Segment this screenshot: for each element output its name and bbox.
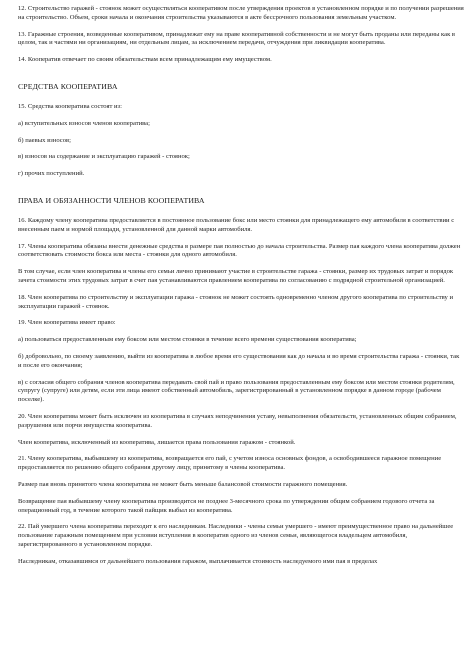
section-heading-funds: СРЕДСТВА КООПЕРАТИВА [18, 81, 118, 91]
clause-15-c: в) взносов на содержание и эксплуатацию гаражей - стоянок; [18, 153, 190, 161]
section-heading-rights: ПРАВА И ОБЯЗАННОСТИ ЧЛЕНОВ КООПЕРАТИВА [18, 195, 205, 205]
clause-15-a: а) вступительных взносов членов кооператива; [18, 119, 150, 127]
clause-19-c: в) с согласия общего собрания членов кооператива передавать свой пай и право пользования предоставленным ему боксом или местом стоянки родителям, супругу (супруге) или детям, если эти лица имеют собственный автомобиль, зарегистрированный в установленном порядке в данном городе (рабочем поселке). [18, 378, 455, 404]
clause-18: 18. Член кооператива по строительству и эксплуатации гаража - стоянок не может состоять одновременно членом другого кооператива по строительству и эксплуатации гаражей - стоянок. [18, 293, 453, 310]
clause-17: 17. Члены кооператива обязаны внести денежные средства в размере пая полностью до начала строительства. Размер пая каждого члена кооператива должен соответствовать стоимости бокса или места - стоянки для одного автомобиля. [18, 242, 461, 259]
clause-20-exclusion: Член кооператива, исключенный из кооператива, лишается права пользования гаражом - стоянкой. [18, 438, 296, 446]
clause-21-refund: Возвращение пая выбывшему члену кооператива производится не позднее 3-месячного срока по утверждении общим собранием годового отчета за операционный год, в течение которого такой пайщик выбыл из кооператива. [18, 497, 435, 514]
clause-12: 12. Строительство гаражей - стоянок может осуществляться кооперативом после утверждения проектов в установленном порядке и по получении разрешения на строительство. Объем, сроки начала и окончания строительства указываются в акте бессрочного пользования земельным участком. [18, 5, 464, 21]
clause-21: 21. Члену кооператива, выбывшему из кооператива, возвращается его пай, с учетом износа основных фондов, а освободившееся гаражное помещение предоставляется по решению общего собрания другому лицу, принятому в члены кооператива. [18, 455, 442, 472]
clause-15-b: б) паевых взносов; [18, 136, 71, 144]
clause-22: 22. Пай умершего члена кооператива переходит к его наследникам. Наследники - члены семьи умершего - имеют преимущественное право на дальнейшее пользование гаражным помещением при условии вступления в кооператив одного из членов семьи, являющегося владельцем автомобиля, зарегистрированного в установленном порядке. [18, 523, 454, 548]
clause-21-share-size: Размер пая вновь принятого члена кооператива не может быть меньше балансовой стоимости гаражного помещения. [18, 480, 348, 488]
clause-19-b: б) добровольно, по своему заявлению, выйти из кооператива в любое время его существования как до начала и во время строительства гаража - стоянки, так и после его окончания; [18, 352, 460, 369]
clause-20: 20. Член кооператива может быть исключен из кооператива в случаях неподчинения уставу, невыполнения обязательств, установленных общим собранием, разрушения или порчи имущества кооператива. [18, 412, 457, 429]
clause-14: 14. Кооператив отвечает по своим обязательствам всем принадлежащим ему имуществом. [18, 56, 272, 64]
clause-19-a: а) пользоваться предоставленным ему боксом или местом стоянки в течение всего времени существования кооператива; [18, 336, 357, 344]
clause-15: 15. Средства кооператива состоят из: [18, 102, 122, 110]
clause-13: 13. Гаражные строения, возведенные кооперативом, принадлежат ему на праве кооперативной собственности и не могут быть проданы или переданы как в целом, так и частями ни организациям, ни отдельным лицам, за исключением передачи, отчуждения при ликвидации кооператива. [18, 30, 456, 47]
clause-15-d: г) прочих поступлений. [18, 170, 85, 178]
clause-22-heirs: Наследникам, отказавшимся от дальнейшего пользования гаражом, выплачивается стоимость наследуемого ими пая в пределах [18, 557, 378, 565]
clause-19: 19. Член кооператива имеет право: [18, 319, 116, 327]
clause-17-labor: В том случае, если член кооператива и члены его семьи лично принимают участие в строительстве гаража - стоянки, размер их трудовых затрат и порядок зачета стоимости этих трудовых затрат в счет пая устанавливаются правлением кооператива по согласованию с подрядной строительной организацией. [18, 268, 454, 284]
clause-16: 16. Каждому члену кооператива предоставляется в постоянное пользование бокс или место стоянки для принадлежащего ему автомобиля в соответствии с внесенным паем и нормой площади, установленной для данной марки автомобиля. [18, 216, 455, 233]
